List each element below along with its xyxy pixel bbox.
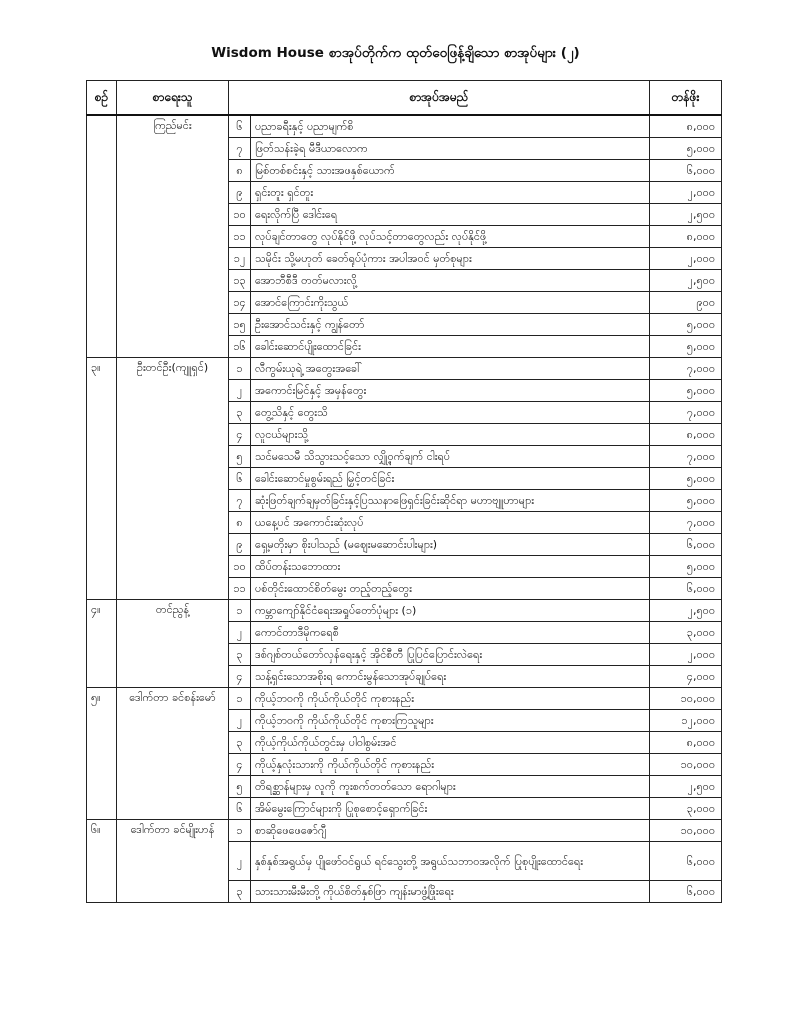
book-price: ၁၀,၀၀၀ xyxy=(650,688,722,710)
book-title: လူငယ်များသို့ xyxy=(251,424,650,446)
book-index: ၈ xyxy=(229,512,251,534)
book-price: ၆,၀၀၀ xyxy=(650,578,722,600)
book-price: ၅,၀၀၀ xyxy=(650,138,722,160)
book-price: ၆,၀၀၀ xyxy=(650,534,722,556)
book-price: ၇,၀၀၀ xyxy=(650,512,722,534)
table-row xyxy=(87,358,722,380)
book-title: ဒစ်ဂျစ်တယ်တော်လှန်ရေးနှင့် အိုင်စီတီ ပြုပြင်ပြောင်းလဲရေး xyxy=(251,644,650,666)
book-title: ဦးအောင်သင်းနှင့် ကျွန်တော် xyxy=(251,314,650,336)
book-price: ၂,၀၀၀ xyxy=(650,248,722,270)
book-title: ကိုယ့်ကိုယ်ကိုယ်တွင်းမှ ပါဝါစွမ်းအင် xyxy=(251,732,650,754)
book-title: ရှေ့မတိုးမှာ စိုးပါသည် (မဈေးမဆောင်းပါးများ) xyxy=(251,534,650,556)
book-index: ၇ xyxy=(229,490,251,512)
book-index: ၁ xyxy=(229,820,251,842)
book-title: အိမ်မွေးကြောင်များကို ပြုစုစောင့်ရှောက်ခြင်း xyxy=(251,798,650,820)
book-price: ၅,၀၀၀ xyxy=(650,490,722,512)
author-name: ဒေါက်တာ ခင်မျိုးဟန် xyxy=(117,820,229,903)
book-price: ၂,၀၀၀ xyxy=(650,644,722,666)
book-index: ၃ xyxy=(229,881,251,903)
table-row xyxy=(87,688,722,710)
book-price: ၂,၅၀၀ xyxy=(650,270,722,292)
book-title: ကမ္ဘာကျော်နိုင်ငံရေးအရှုပ်တော်ပုံများ (၁) xyxy=(251,600,650,622)
book-price: ၂,၅၀၀ xyxy=(650,204,722,226)
header-no: စဉ် xyxy=(87,81,117,116)
book-title: ကိုယ့်နှလုံးသားကို ကိုယ်ကိုယ်တိုင် ကုစားနည်း xyxy=(251,754,650,776)
book-index: ၃ xyxy=(229,644,251,666)
book-title: ကိုယ့်ဘဝကို ကိုယ်ကိုယ်တိုင် ကုစားကြသူများ xyxy=(251,710,650,732)
book-price: ၅,၀၀၀ xyxy=(650,380,722,402)
group-number: ၄။ xyxy=(87,600,117,688)
group-number: ၅။ xyxy=(87,688,117,820)
table-row xyxy=(87,600,722,622)
book-title: အောင်ကြောင်းကိုးသွယ် xyxy=(251,292,650,314)
author-name: တင်ညွန့် xyxy=(117,600,229,688)
book-title: အောဘီစီဒီ တတ်မလားလို့ xyxy=(251,270,650,292)
book-index: ၁၁ xyxy=(229,578,251,600)
book-title: ဆုံးဖြတ်ချက်ချမှတ်ခြင်းနှင့်ပြဿနာဖြေရှင်းခြင်းဆိုင်ရာ မဟာဗျူဟာများ xyxy=(251,490,650,512)
table-row xyxy=(87,820,722,842)
book-title: ကိုယ့်ဘဝကို ကိုယ်ကိုယ်တိုင် ကုစားနည်း xyxy=(251,688,650,710)
book-index: ၁၀ xyxy=(229,204,251,226)
author-name: ဦးတင်ဦး(ကျူရှင်) xyxy=(117,358,229,600)
book-price: ၅,၀၀၀ xyxy=(650,314,722,336)
book-price: ၅,၀၀၀ xyxy=(650,336,722,358)
book-title: တွေ့သိနှင့် တွေးသိ xyxy=(251,402,650,424)
book-price: ၇,၀၀၀ xyxy=(650,358,722,380)
book-title: အကောင်းမြင်နှင့် အမှန်တွေး xyxy=(251,380,650,402)
book-title: သင်မသေမီ သိသွားသင့်သော လျှို့ဝှက်ချက် ငါးရပ် xyxy=(251,446,650,468)
author-name: ကြည်မင်း xyxy=(117,115,229,358)
book-index: ၁ xyxy=(229,688,251,710)
book-index: ၁၁ xyxy=(229,226,251,248)
book-index: ၁၂ xyxy=(229,248,251,270)
table-header-row xyxy=(87,81,722,116)
book-price: ၉၀၀ xyxy=(650,292,722,314)
book-index: ၁ xyxy=(229,358,251,380)
book-title: တိရစ္ဆာန်များမှ လူကို ကူးစက်တတ်သော ရောဂါများ xyxy=(251,776,650,798)
author-name: ဒေါက်တာ ခင်စန်းမော် xyxy=(117,688,229,820)
book-title: ရှင်းတူး ရှင်တူး xyxy=(251,182,650,204)
book-index: ၅ xyxy=(229,776,251,798)
book-index: ၄ xyxy=(229,424,251,446)
header-price: တန်ဖိုး xyxy=(650,81,722,116)
table-row xyxy=(87,115,722,138)
header-author: စာရေးသူ xyxy=(117,81,229,116)
group-number: ၆။ xyxy=(87,820,117,903)
book-title: စာဆိုဖေဖေဇော်ဂျီ xyxy=(251,820,650,842)
book-index: ၈ xyxy=(229,160,251,182)
book-title: မြစ်တစ်စင်းနှင့် သားအဖနှစ်ယောက် xyxy=(251,160,650,182)
page-title: Wisdom House စာအုပ်တိုက်က ထုတ်ဝေဖြန့်ချိသော စာအုပ်များ (၂) xyxy=(211,45,580,61)
book-price: ၂,၀၀၀ xyxy=(650,182,722,204)
book-price: ၈,၀၀၀ xyxy=(650,115,722,138)
book-price: ၃,၀၀၀ xyxy=(650,798,722,820)
book-index: ၁၄ xyxy=(229,292,251,314)
book-title: နှစ်နှစ်အရွယ်မှ ပျိုဖော်ဝင်ရွယ် ရင်သွေးတို့ အရွယ်သဘာဝအလိုက် ပြုစုပျိုးထောင်ရေး xyxy=(251,842,650,881)
book-title: လုပ်ချင်တာတွေ လုပ်နိုင်ဖို့ လုပ်သင့်တာတွေလည်း လုပ်နိုင်ဖို့ xyxy=(251,226,650,248)
book-index: ၁၆ xyxy=(229,336,251,358)
book-index: ၆ xyxy=(229,115,251,138)
group-number xyxy=(87,115,117,358)
book-price: ၆,၀၀၀ xyxy=(650,842,722,881)
book-index: ၁ xyxy=(229,600,251,622)
book-title: သမိုင်း သို့မဟုတ် ခေတ်ရုပ်ပုံကား အပါအဝင် မှတ်စုများ xyxy=(251,248,650,270)
book-price: ၄,၀၀၀ xyxy=(650,666,722,688)
book-title: ပစ်တိုင်းထောင်စိတ်မွေး တည့်တည့်တွေး xyxy=(251,578,650,600)
book-index: ၃ xyxy=(229,732,251,754)
book-price: ၃,၀၀၀ xyxy=(650,622,722,644)
book-price: ၇,၀၀၀ xyxy=(650,402,722,424)
book-title: ဖြတ်သန်းခဲ့ရ မီဒီယာလောက xyxy=(251,138,650,160)
book-index: ၃ xyxy=(229,402,251,424)
book-price: ၁၀,၀၀၀ xyxy=(650,820,722,842)
book-index: ၁၅ xyxy=(229,314,251,336)
book-price: ၅,၀၀၀ xyxy=(650,468,722,490)
book-title: ကောင်တာဒီမိုကရေစီ xyxy=(251,622,650,644)
book-title: ရေးလိုက်ပြီ ဒေါင်းရေ xyxy=(251,204,650,226)
book-index: ၇ xyxy=(229,138,251,160)
header-book: စာအုပ်အမည် xyxy=(229,81,650,116)
book-index: ၁၃ xyxy=(229,270,251,292)
book-index: ၅ xyxy=(229,446,251,468)
book-index: ၉ xyxy=(229,534,251,556)
book-price: ၂,၅၀၀ xyxy=(650,776,722,798)
group-number: ၃။ xyxy=(87,358,117,600)
book-title: ပညာခရီးနှင့် ပညာမျက်စိ xyxy=(251,115,650,138)
book-title: သားသားမီးမီးတို့ ကိုယ်စိတ်နှစ်ဖြာ ကျန်းမာဖွံ့ဖြိုးရေး xyxy=(251,881,650,903)
book-title: ယနေ့ပင် အကောင်းဆုံးလုပ် xyxy=(251,512,650,534)
book-index: ၄ xyxy=(229,666,251,688)
book-price: ၇,၀၀၀ xyxy=(650,446,722,468)
book-index: ၂ xyxy=(229,622,251,644)
book-index: ၄ xyxy=(229,754,251,776)
book-index: ၂ xyxy=(229,710,251,732)
book-price: ၆,၀၀၀ xyxy=(650,881,722,903)
book-price: ၁၀,၀၀၀ xyxy=(650,754,722,776)
book-price: ၅,၀၀၀ xyxy=(650,556,722,578)
book-price: ၈,၀၀၀ xyxy=(650,424,722,446)
book-table xyxy=(86,80,722,903)
book-index: ၆ xyxy=(229,798,251,820)
book-price: ၈,၀၀၀ xyxy=(650,732,722,754)
book-title: လီကွမ်းယုရဲ့ အတွေးအခေါ် xyxy=(251,358,650,380)
book-title: သန့်ရှင်းသောအစိုးရ ကောင်းမွန်သောအုပ်ချုပ်ရေး xyxy=(251,666,650,688)
book-price: ၁၂,၀၀၀ xyxy=(650,710,722,732)
book-title: ခေါင်းဆောင်ပျိုးထောင်ခြင်း xyxy=(251,336,650,358)
book-price: ၈,၀၀၀ xyxy=(650,226,722,248)
book-title: ခေါင်းဆောင်မှုစွမ်းရည် မြှင့်တင်ခြင်း xyxy=(251,468,650,490)
book-price: ၂,၅၀၀ xyxy=(650,600,722,622)
book-index: ၁၀ xyxy=(229,556,251,578)
book-index: ၆ xyxy=(229,468,251,490)
book-title: ထိပ်တန်းသဘောထား xyxy=(251,556,650,578)
book-index: ၂ xyxy=(229,380,251,402)
book-price: ၆,၀၀၀ xyxy=(650,160,722,182)
book-index: ၂ xyxy=(229,842,251,881)
book-index: ၉ xyxy=(229,182,251,204)
table-body xyxy=(87,115,722,903)
